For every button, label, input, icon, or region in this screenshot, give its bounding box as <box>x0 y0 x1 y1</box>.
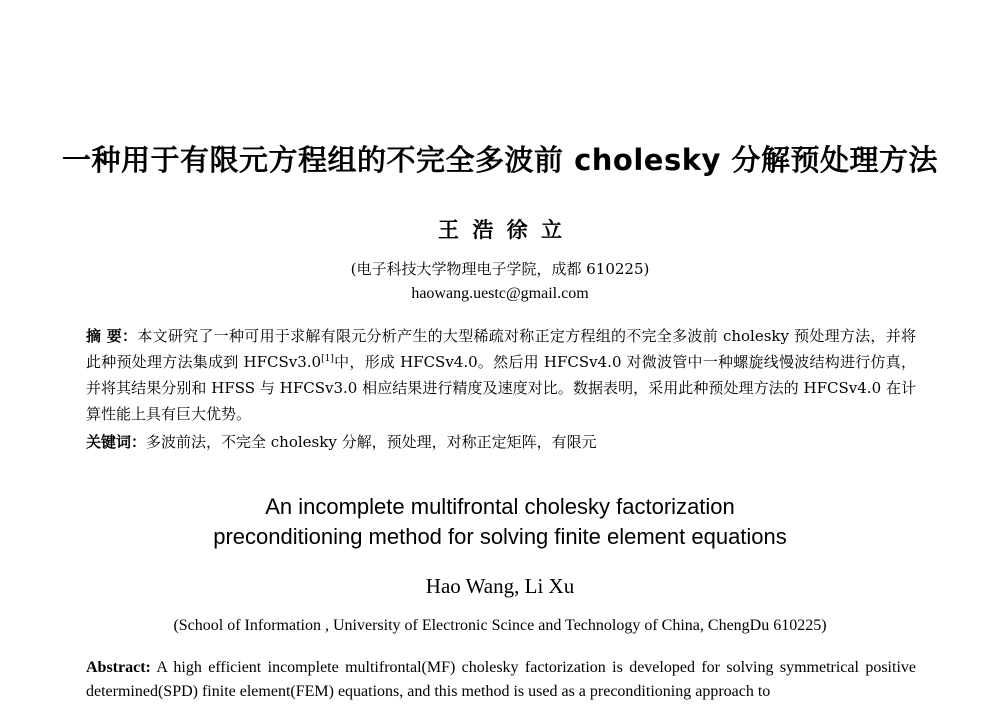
english-abstract <box>86 656 916 704</box>
chinese-title: 一种用于有限元方程组的不完全多波前 cholesky 分解预处理方法 <box>61 143 938 177</box>
chinese-affiliation: (电子科技大学物理电子学院，成都 610225) <box>350 260 650 278</box>
citation-reference: [1] <box>321 354 334 364</box>
english-affiliation: (School of Information , University of Electronic Scince and Technology of China, ChengDu 610225) <box>173 617 827 634</box>
chinese-keywords-text: 多波前法，不完全 cholesky 分解，预处理，对称正定矩阵，有限元 <box>146 433 597 451</box>
english-title-line1: An incomplete multifrontal cholesky factorization <box>265 494 735 519</box>
english-abstract-text: A high efficient incomplete multifrontal(MF) cholesky factorization is developed for solving symmetrical positive determined(SPD) finite element(FEM) equations, and this method is used as a preconditioning approach to <box>86 659 916 700</box>
english-title <box>0 492 1000 552</box>
english-abstract-label: Abstract: <box>86 659 151 676</box>
chinese-abstract-label: 摘 要： <box>86 327 138 345</box>
chinese-keywords-label: 关键词： <box>86 433 147 451</box>
chinese-abstract <box>86 323 916 427</box>
chinese-authors: 王 浩 徐 立 <box>438 217 562 242</box>
author-email: haowang.uestc@gmail.com <box>411 285 589 302</box>
english-title-line2: preconditioning method for solving finite element equations <box>213 524 787 549</box>
chinese-keywords <box>86 429 916 455</box>
english-authors: Hao Wang, Li Xu <box>425 574 575 598</box>
chinese-abstract-text-part2: 中，形成 HFCSv4.0。然后用 HFCSv4.0 对微波管中一种螺旋线慢波结构进行仿真，并将其结果分别和 HFSS 与 HFCSv3.0 相应结果进行精度及速度对比。数据表明，采用此种预处理方法的 HFCSv4.0 在计算性能上具有巨大优势。 <box>86 353 916 423</box>
chinese-abstract-text-part1: 本文研究了一种可用于求解有限元分析产生的大型稀疏对称正定方程组的不完全多波前 cholesky 预处理方法，并将此种预处理方法集成到 HFCSv3.0 <box>86 327 916 371</box>
